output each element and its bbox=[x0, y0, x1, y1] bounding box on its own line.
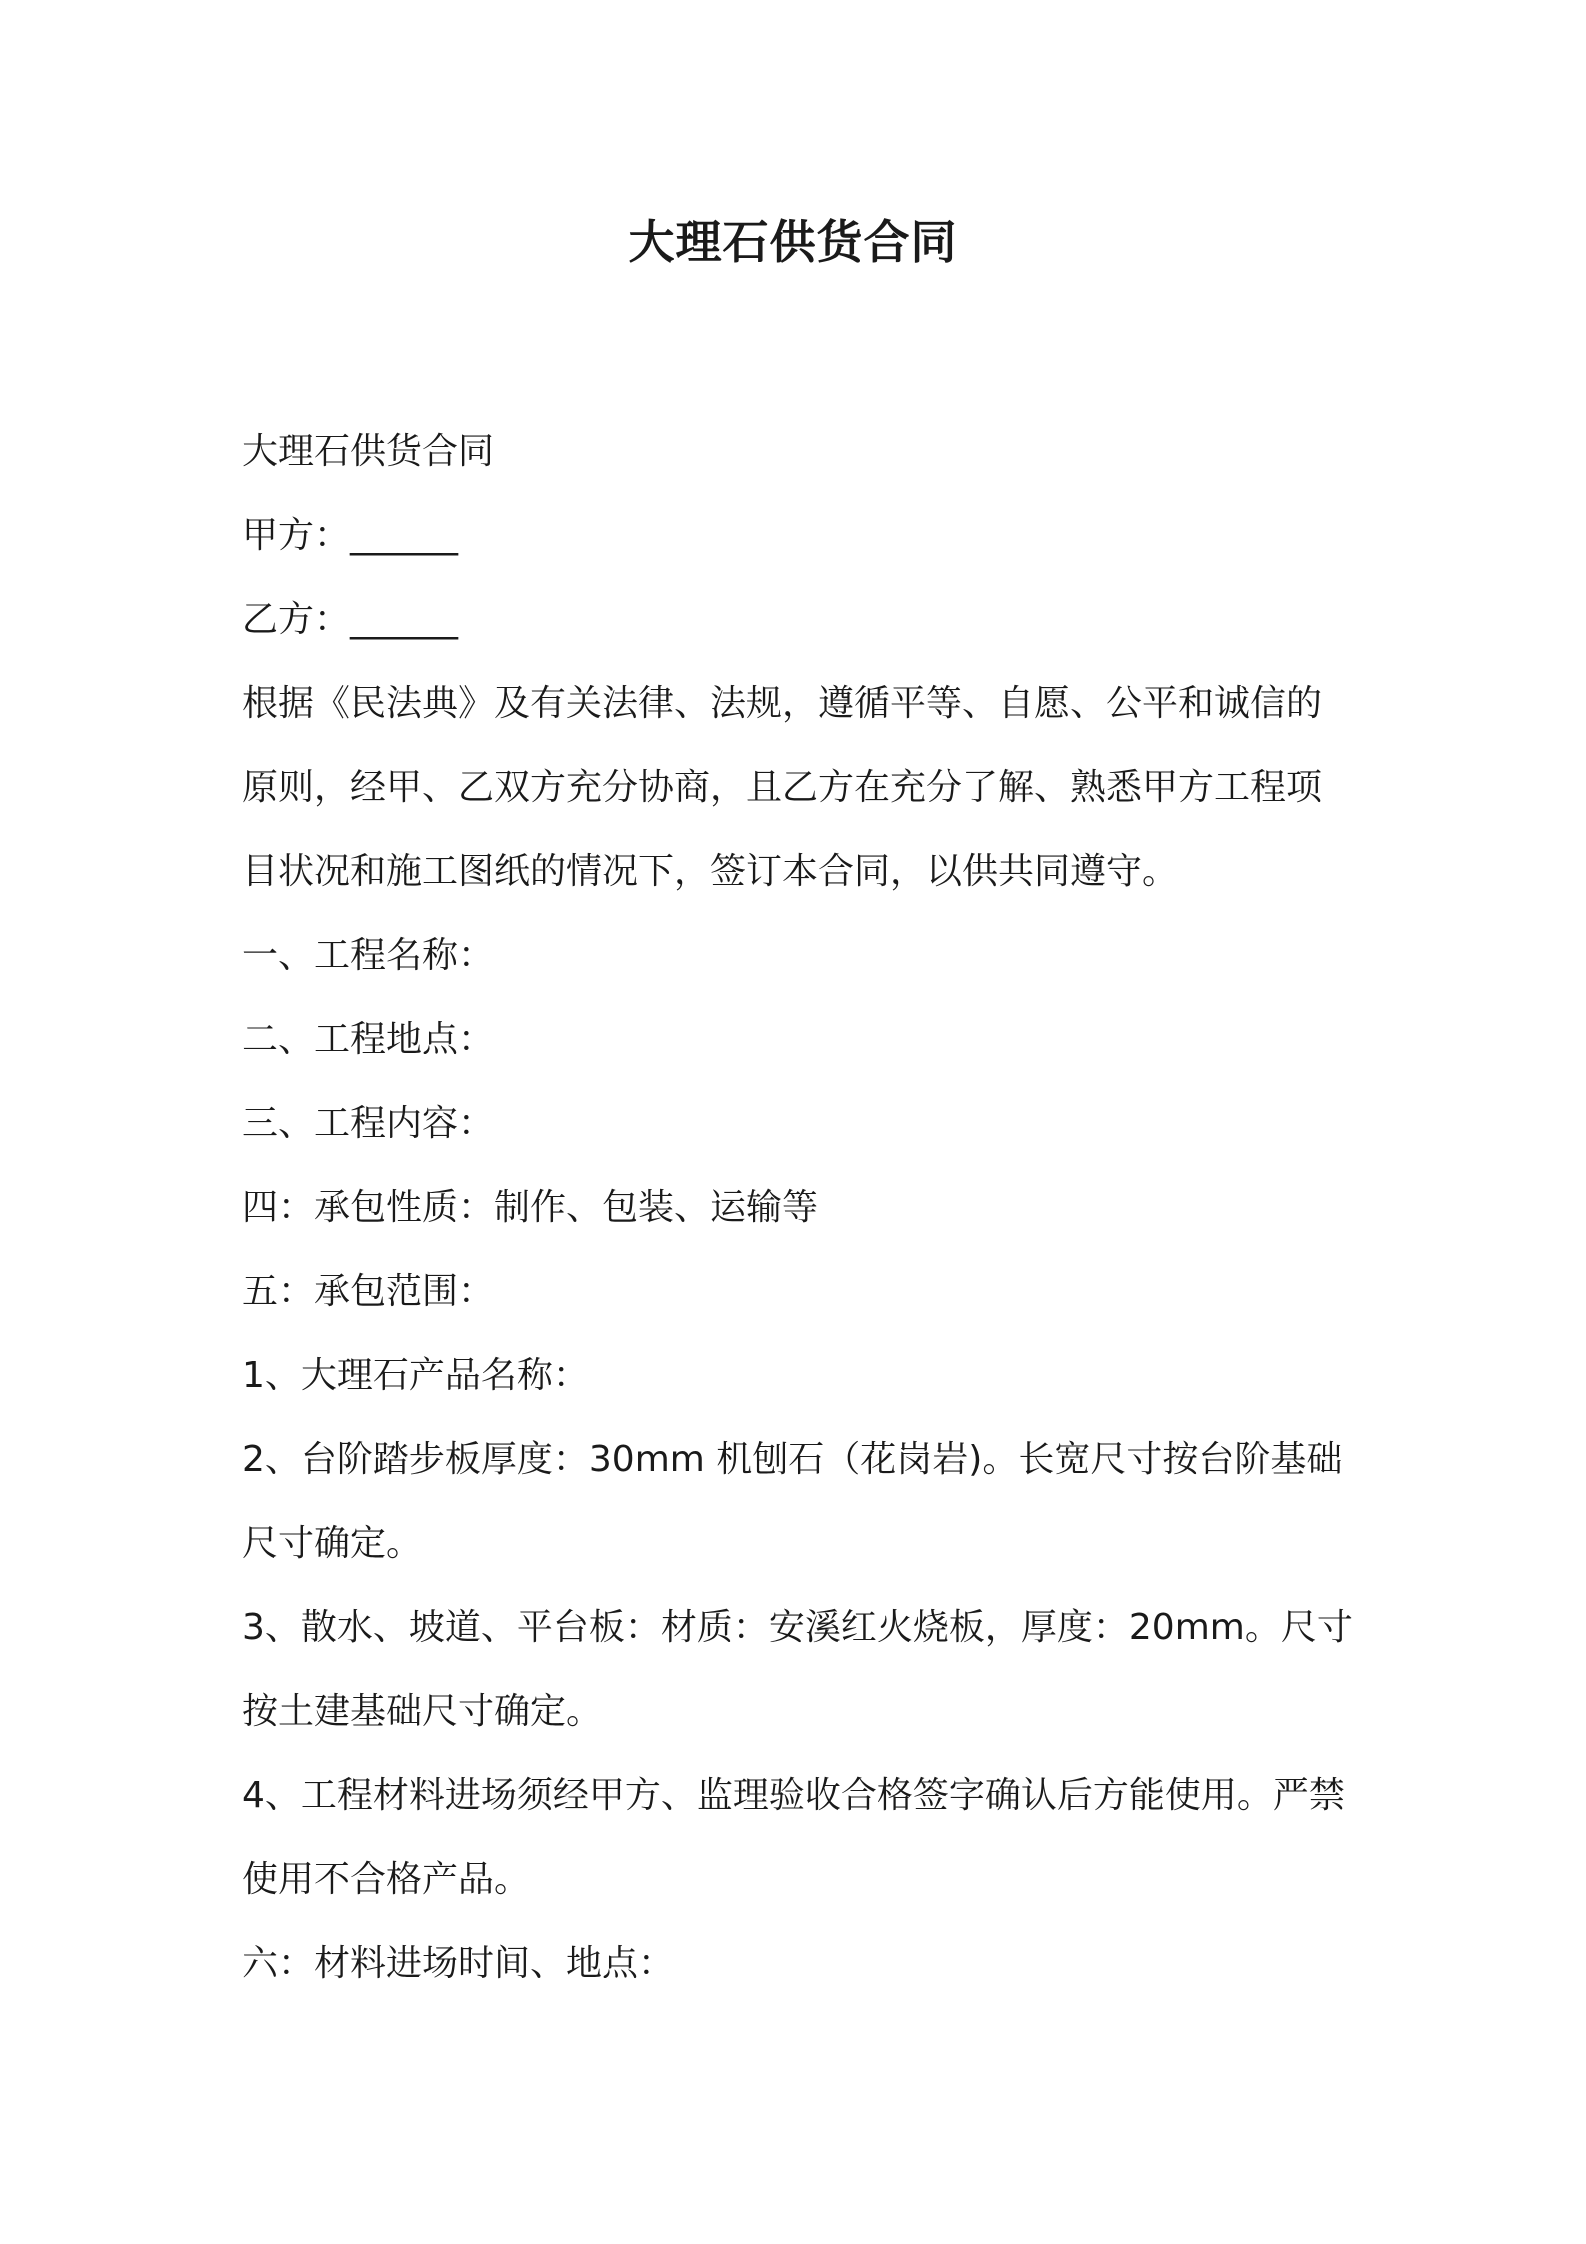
section-delivery-time-place: 六：材料进场时间、地点： bbox=[242, 1943, 675, 1984]
document-title: 大理石供货合同 bbox=[628, 215, 958, 269]
scope-item-2: 2、台阶踏步板厚度：30mm 机刨石（花岗岩)。长宽尺寸按台阶基础尺寸确定。 bbox=[242, 1439, 1343, 1564]
party-b-line: 乙方：______ bbox=[242, 599, 459, 640]
preamble-paragraph: 根据《民法典》及有关法律、法规，遵循平等、自愿、公平和诚信的原则，经甲、乙双方充分协商，且乙方在充分了解、熟悉甲方工程项目状况和施工图纸的情况下，签订本合同，以供共同遵守。 bbox=[242, 683, 1323, 892]
section-project-content: 三、工程内容： bbox=[242, 1103, 495, 1144]
scope-item-4: 4、工程材料进场须经甲方、监理验收合格签字确认后方能使用。严禁使用不合格产品。 bbox=[242, 1775, 1345, 1900]
section-contract-nature: 四：承包性质：制作、包装、运输等 bbox=[242, 1187, 819, 1228]
section-project-location: 二、工程地点： bbox=[242, 1019, 495, 1060]
contract-heading: 大理石供货合同 bbox=[242, 431, 495, 472]
document-body bbox=[242, 410, 1354, 2006]
scope-item-1: 1、大理石产品名称： bbox=[242, 1355, 589, 1396]
party-a-line: 甲方：______ bbox=[242, 515, 459, 556]
section-project-name: 一、工程名称： bbox=[242, 935, 495, 976]
section-contract-scope: 五：承包范围： bbox=[242, 1271, 495, 1312]
scope-item-3: 3、散水、坡道、平台板：材质：安溪红火烧板，厚度：20mm。尺寸按土建基础尺寸确定。 bbox=[242, 1607, 1353, 1732]
